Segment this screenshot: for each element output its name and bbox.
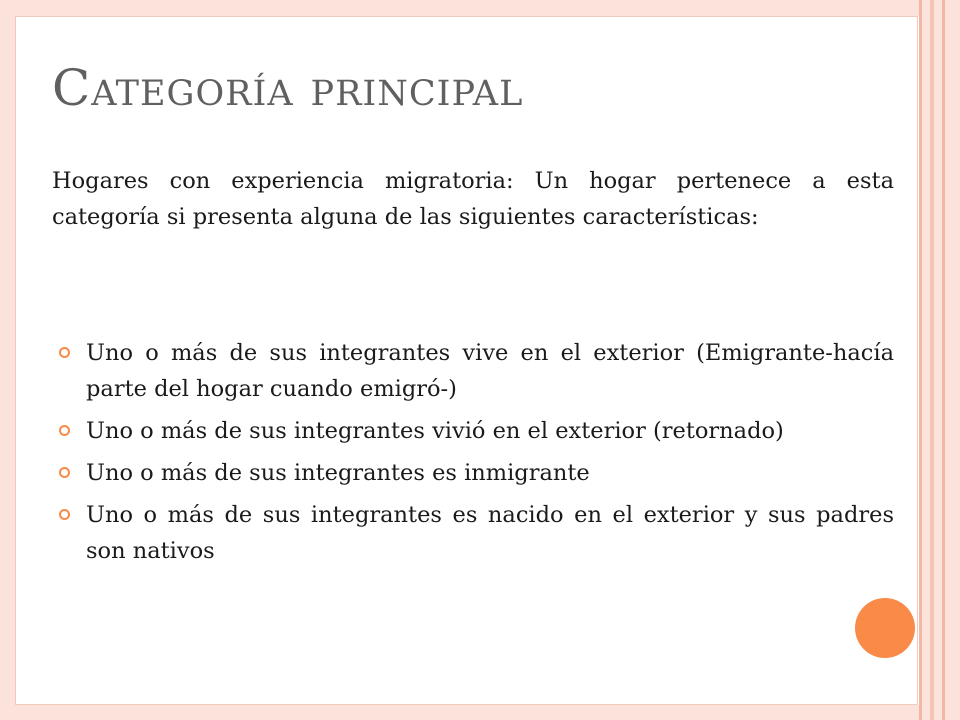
decor-stripe: [922, 0, 930, 720]
bullet-circle-icon: [59, 347, 70, 358]
frame-left-border: [0, 0, 15, 720]
bullet-circle-icon: [59, 467, 70, 478]
bullet-list: [52, 335, 894, 575]
bullet-item: [52, 335, 894, 407]
slide-title: Categoría principal: [52, 59, 524, 117]
bullet-item: [52, 455, 894, 491]
bullet-circle-icon: [59, 425, 70, 436]
frame-bottom-border: [0, 705, 920, 720]
intro-paragraph: Hogares con experiencia migratoria: Un hogar pertenece a esta categoría si presenta alguna de las siguientes características:: [52, 168, 894, 230]
decor-stripe: [934, 0, 942, 720]
bullet-text: Uno o más de sus integrantes es nacido en el exterior y sus padres son nativos: [86, 502, 894, 564]
bullet-item: [52, 497, 894, 569]
bullet-item: [52, 413, 894, 449]
bullet-circle-icon: [59, 509, 70, 520]
accent-circle: [855, 598, 915, 658]
frame-top-border: [0, 0, 920, 16]
bullet-text: Uno o más de sus integrantes vive en el exterior (Emigrante-hacía parte del hogar cuando emigró-): [86, 340, 894, 402]
decor-stripe: [945, 0, 960, 720]
bullet-text: Uno o más de sus integrantes vivió en el exterior (retornado): [86, 418, 784, 444]
bullet-text: Uno o más de sus integrantes es inmigrante: [86, 460, 590, 486]
